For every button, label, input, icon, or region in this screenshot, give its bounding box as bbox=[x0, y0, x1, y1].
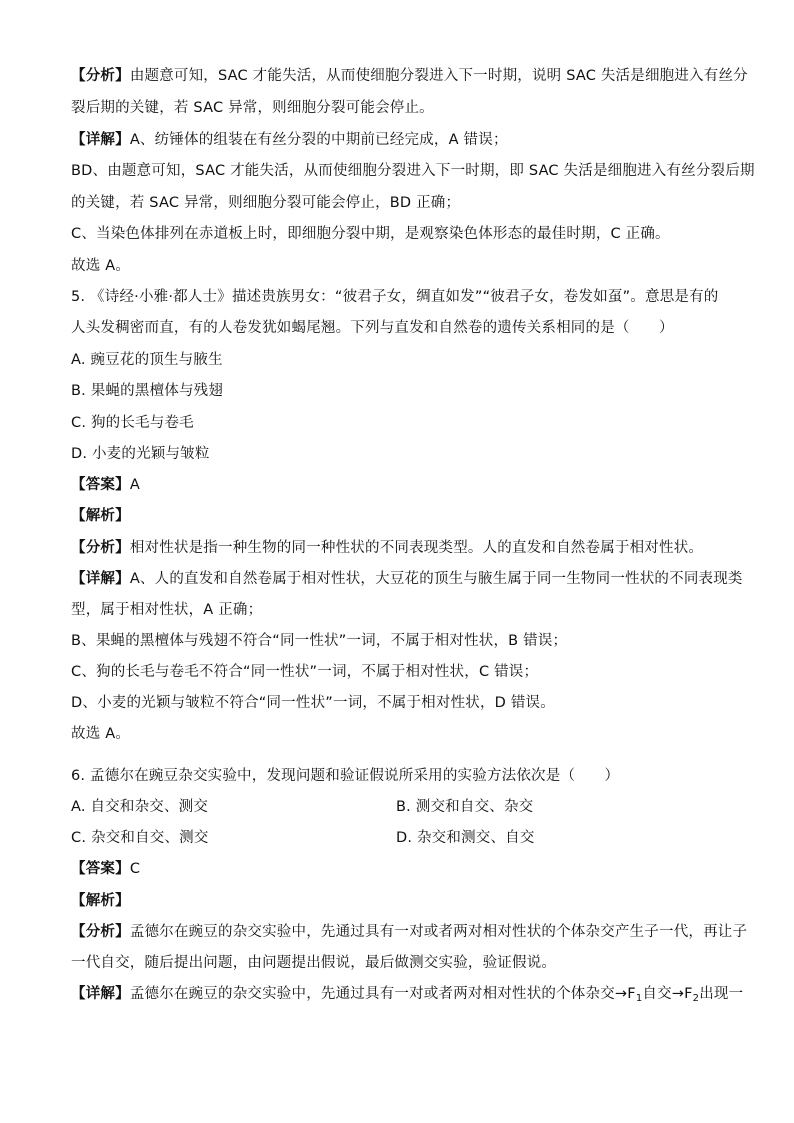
answer-value: A bbox=[129, 477, 140, 493]
q5-stem-line-2: 人头发稠密而直，有的人卷发犹如蝎尾翘。下列与直发和自然卷的遗传关系相同的是（ ） bbox=[71, 320, 674, 336]
q5-explanation-heading bbox=[71, 506, 130, 526]
explanation-tag: 【解析】 bbox=[71, 893, 130, 909]
answer-tag: 【答案】 bbox=[71, 477, 130, 493]
detail-tag: 【详解】 bbox=[71, 986, 130, 1002]
q5-detail-a-line-1 bbox=[71, 569, 743, 589]
q5-detail-c: C、狗的长毛与卷毛不符合“同一性状”一词，不属于相对性状，C 错误； bbox=[71, 664, 539, 680]
q4-analysis-line-2: 裂后期的关键，若 SAC 异常，则细胞分裂可能会停止。 bbox=[71, 100, 434, 116]
analysis-text: 孟德尔在豌豆的杂交实验中，先通过具有一对或者两对相对性状的个体杂交产生子一代，再让子 bbox=[129, 924, 748, 940]
answer-value: C bbox=[129, 861, 141, 877]
q5-option-a: A. 豌豆花的顶生与腋生 bbox=[71, 352, 223, 368]
q5-detail-b: B、果蝇的黑檀体与残翅不符合“同一性状”一词，不属于相对性状，B 错误； bbox=[71, 633, 568, 649]
q5-option-c: C. 狗的长毛与卷毛 bbox=[71, 415, 194, 431]
analysis-tag: 【分析】 bbox=[71, 68, 130, 84]
q4-detail-a bbox=[71, 130, 508, 150]
subscript-1: 1 bbox=[635, 993, 643, 1004]
q6-option-a: A. 自交和杂交、测交 bbox=[71, 799, 209, 815]
q5-answer bbox=[71, 475, 140, 495]
q5-detail-a-line-2: 型，属于相对性状，A 正确； bbox=[71, 602, 263, 618]
answer-tag: 【答案】 bbox=[71, 861, 130, 877]
q6-answer bbox=[71, 859, 140, 879]
subscript-2: 2 bbox=[692, 993, 700, 1004]
q6-option-d: D. 杂交和测交、自交 bbox=[396, 830, 535, 846]
q6-stem: 6. 孟德尔在豌豆杂交实验中，发现问题和验证假说所采用的实验方法依次是（ ） bbox=[71, 768, 620, 784]
q6-explanation-heading bbox=[71, 891, 130, 911]
q5-conclusion: 故选 A。 bbox=[71, 726, 131, 742]
q5-option-b: B. 果蝇的黑檀体与残翅 bbox=[71, 383, 224, 399]
q6-detail-line-1 bbox=[71, 984, 743, 1004]
detail-text: 孟德尔在豌豆的杂交实验中，先通过具有一对或者两对相对性状的个体杂交→F bbox=[129, 986, 636, 1002]
analysis-tag: 【分析】 bbox=[71, 540, 130, 556]
detail-tag: 【详解】 bbox=[71, 571, 130, 587]
detail-text-mid: 自交→F bbox=[642, 986, 693, 1002]
detail-tag: 【详解】 bbox=[71, 132, 130, 148]
q4-detail-c: C、当染色体排列在赤道板上时，即细胞分裂中期，是观察染色体形态的最佳时期，C 正确。 bbox=[71, 226, 670, 242]
analysis-text: 相对性状是指一种生物的同一种性状的不同表现类型。人的直发和自然卷属于相对性状。 bbox=[129, 540, 704, 556]
detail-text-end: 出现一 bbox=[699, 986, 744, 1002]
q4-detail-bd-line-2: 的关键，若 SAC 异常，则细胞分裂可能会停止，BD 正确； bbox=[71, 195, 461, 211]
explanation-tag: 【解析】 bbox=[71, 508, 130, 524]
q6-option-c: C. 杂交和自交、测交 bbox=[71, 830, 209, 846]
q4-detail-bd-line-1: BD、由题意可知，SAC 才能失活，从而使细胞分裂进入下一时期，即 SAC 失活是细胞进入有丝分裂后期 bbox=[71, 163, 755, 179]
q6-analysis-line-1 bbox=[71, 922, 747, 942]
q5-option-d: D. 小麦的光颖与皱粒 bbox=[71, 446, 210, 462]
q4-analysis-line-1 bbox=[71, 66, 748, 86]
analysis-tag: 【分析】 bbox=[71, 924, 130, 940]
detail-text: A、纺锤体的组装在有丝分裂的中期前已经完成，A 错误； bbox=[129, 132, 508, 148]
q6-option-b: B. 测交和自交、杂交 bbox=[396, 799, 534, 815]
q5-stem-line-1: 5. 《诗经·小雅·都人士》描述贵族男女：“彼君子女，绸直如发”“彼君子女，卷发如虿”。意思是有的 bbox=[71, 289, 719, 305]
q4-conclusion: 故选 A。 bbox=[71, 258, 131, 274]
q5-analysis bbox=[71, 538, 703, 558]
q6-analysis-line-2: 一代自交，随后提出问题，由问题提出假说，最后做测交实验，验证假说。 bbox=[71, 955, 557, 971]
q5-detail-d: D、小麦的光颖与皱粒不符合“同一性状”一词，不属于相对性状，D 错误。 bbox=[71, 695, 555, 711]
detail-text: A、人的直发和自然卷属于相对性状，大豆花的顶生与腋生属于同一生物同一性状的不同表现类 bbox=[129, 571, 743, 587]
analysis-text: 由题意可知，SAC 才能失活，从而使细胞分裂进入下一时期，说明 SAC 失活是细胞进入有丝分 bbox=[129, 68, 748, 84]
